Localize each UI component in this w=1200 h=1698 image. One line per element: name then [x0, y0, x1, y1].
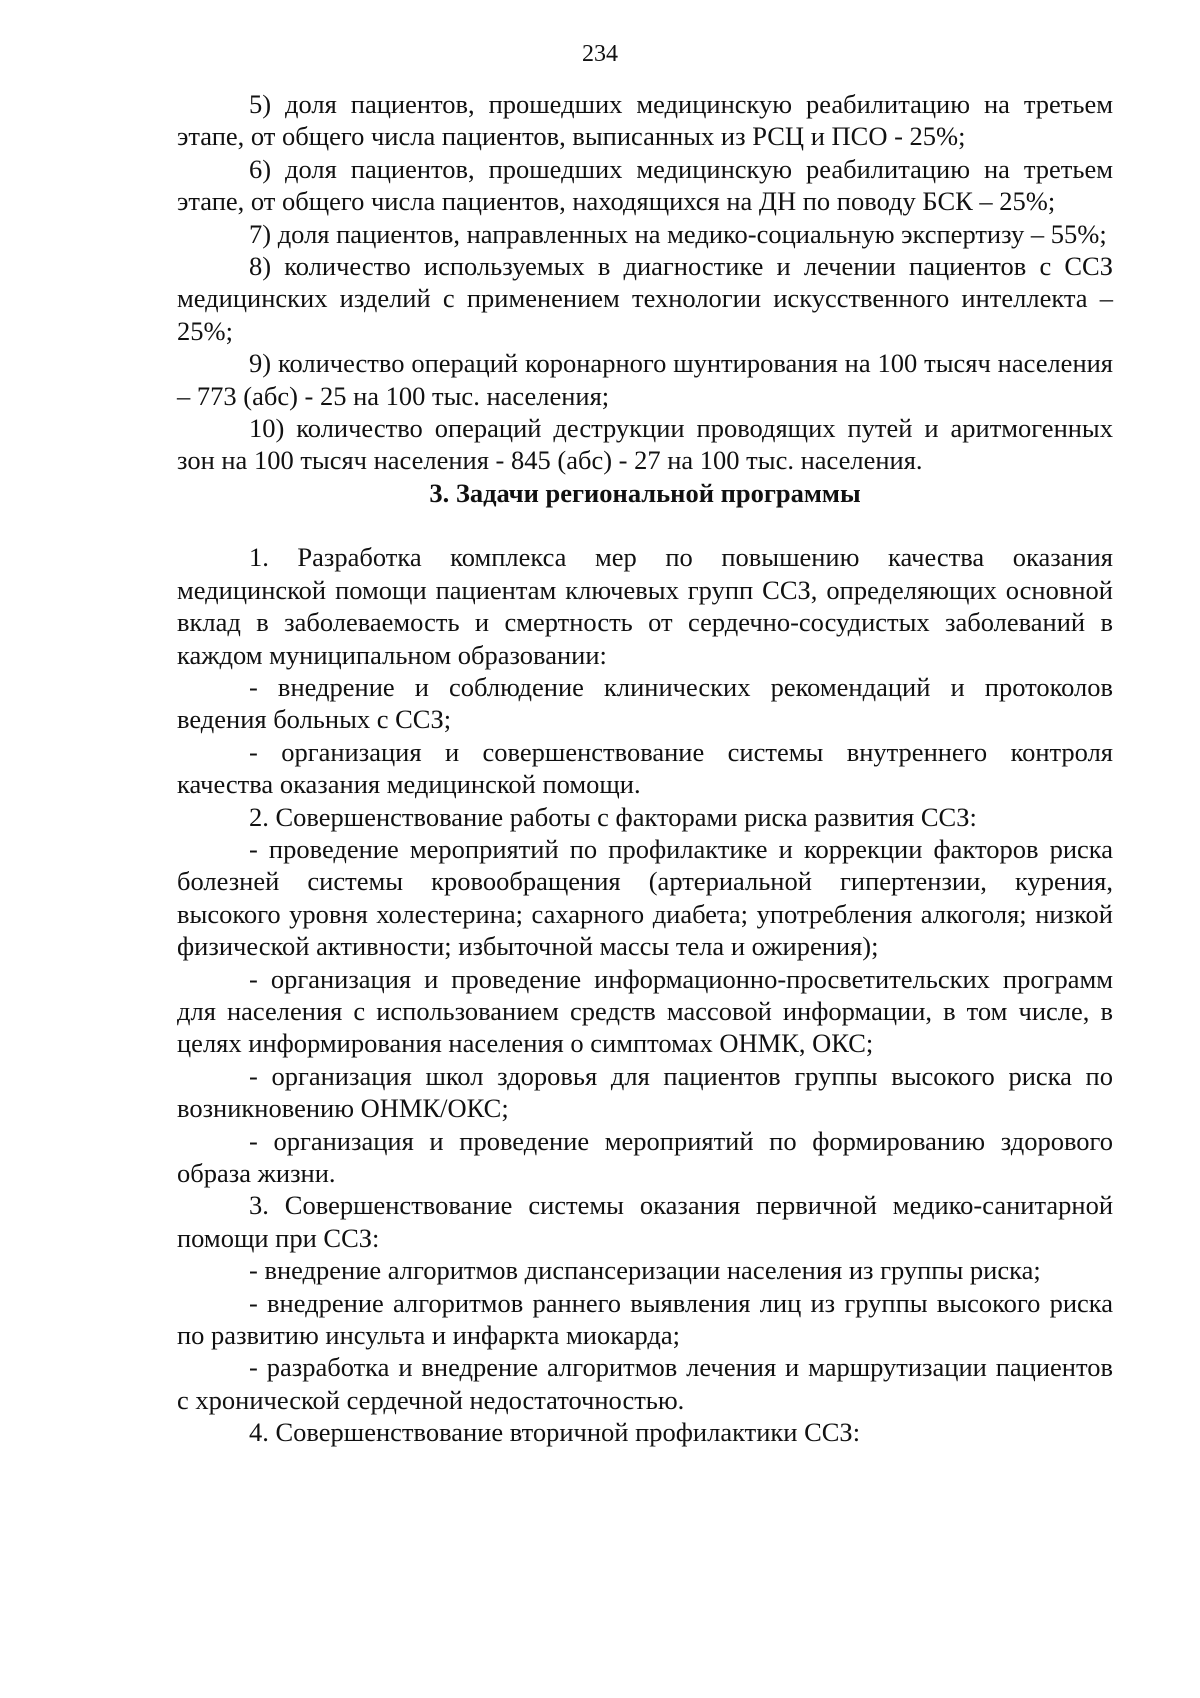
- list-item-6: 6) доля пациентов, прошедших медицинскую реабилитацию на третьем этапе, от общего числа пациентов, находящихся на ДН по поводу БСК – 25%;: [177, 153, 1113, 217]
- page-content: [177, 88, 1113, 1449]
- task-3-bullet-2: - внедрение алгоритмов раннего выявления лиц из группы высокого риска по развитию инсульта и инфаркта миокарда;: [177, 1287, 1113, 1351]
- list-item-10: 10) количество операций деструкции проводящих путей и аритмогенных зон на 100 тысяч населения - 845 (абс) - 27 на 100 тыс. населения.: [177, 413, 1113, 476]
- section-spacer: [177, 509, 1113, 541]
- task-2: 2. Совершенствование работы с факторами риска развития ССЗ:: [249, 801, 977, 832]
- task-2-bullet-2: - организация и проведение информационно-просветительских программ для населения с использованием средств массовой информации, в том числе, в целях информирования населения о симптомах ОНМК, ОКС;: [177, 963, 1113, 1059]
- task-3-bullet-3: - разработка и внедрение алгоритмов лечения и маршрутизации пациентов с хронической сердечной недостаточностью.: [177, 1352, 1113, 1415]
- task-1-bullet-1: - внедрение и соблюдение клинических рекомендаций и протоколов ведения больных с ССЗ;: [177, 671, 1113, 735]
- list-item-5: 5) доля пациентов, прошедших медицинскую реабилитацию на третьем этапе, от общего числа пациентов, выписанных из РСЦ и ПСО - 25%;: [177, 89, 1113, 152]
- task-1: 1. Разработка комплекса мер по повышению качества оказания медицинской помощи пациентам ключевых групп ССЗ, определяющих основной вклад в заболеваемость и смертность от сердечно-сосудистых заболеваний в каждом муниципальном образовании:: [177, 542, 1113, 670]
- task-4: 4. Совершенствование вторичной профилактики ССЗ:: [249, 1417, 861, 1448]
- list-item-7: 7) доля пациентов, направленных на медико-социальную экспертизу – 55%;: [249, 218, 1107, 249]
- task-2-bullet-4: - организация и проведение мероприятий по формированию здорового образа жизни.: [177, 1125, 1113, 1188]
- list-item-8: 8) количество используемых в диагностике и лечении пациентов с ССЗ медицинских изделий с применением технологии искусственного интеллекта – 25%;: [177, 251, 1113, 346]
- page-number: 234: [582, 41, 618, 67]
- task-2-bullet-3: - организация школ здоровья для пациентов группы высокого риска по возникновению ОНМК/ОКС;: [177, 1060, 1113, 1124]
- task-2-bullet-1: - проведение мероприятий по профилактике и коррекции факторов риска болезней системы кровообращения (артериальной гипертензии, курения, высокого уровня холестерина; сахарного диабета; употребления алкоголя; низкой физической активности; избыточной массы тела и ожирения);: [177, 833, 1113, 962]
- section-heading: 3. Задачи региональной программы: [429, 477, 861, 508]
- task-3: 3. Совершенствование системы оказания первичной медико-санитарной помощи при ССЗ:: [177, 1190, 1113, 1253]
- task-1-bullet-2: - организация и совершенствование системы внутреннего контроля качества оказания медицинской помощи.: [177, 736, 1113, 800]
- list-item-9: 9) количество операций коронарного шунтирования на 100 тысяч населения – 773 (абс) - 25 на 100 тыс. населения;: [177, 348, 1113, 411]
- task-3-bullet-1: - внедрение алгоритмов диспансеризации населения из группы риска;: [249, 1255, 1041, 1286]
